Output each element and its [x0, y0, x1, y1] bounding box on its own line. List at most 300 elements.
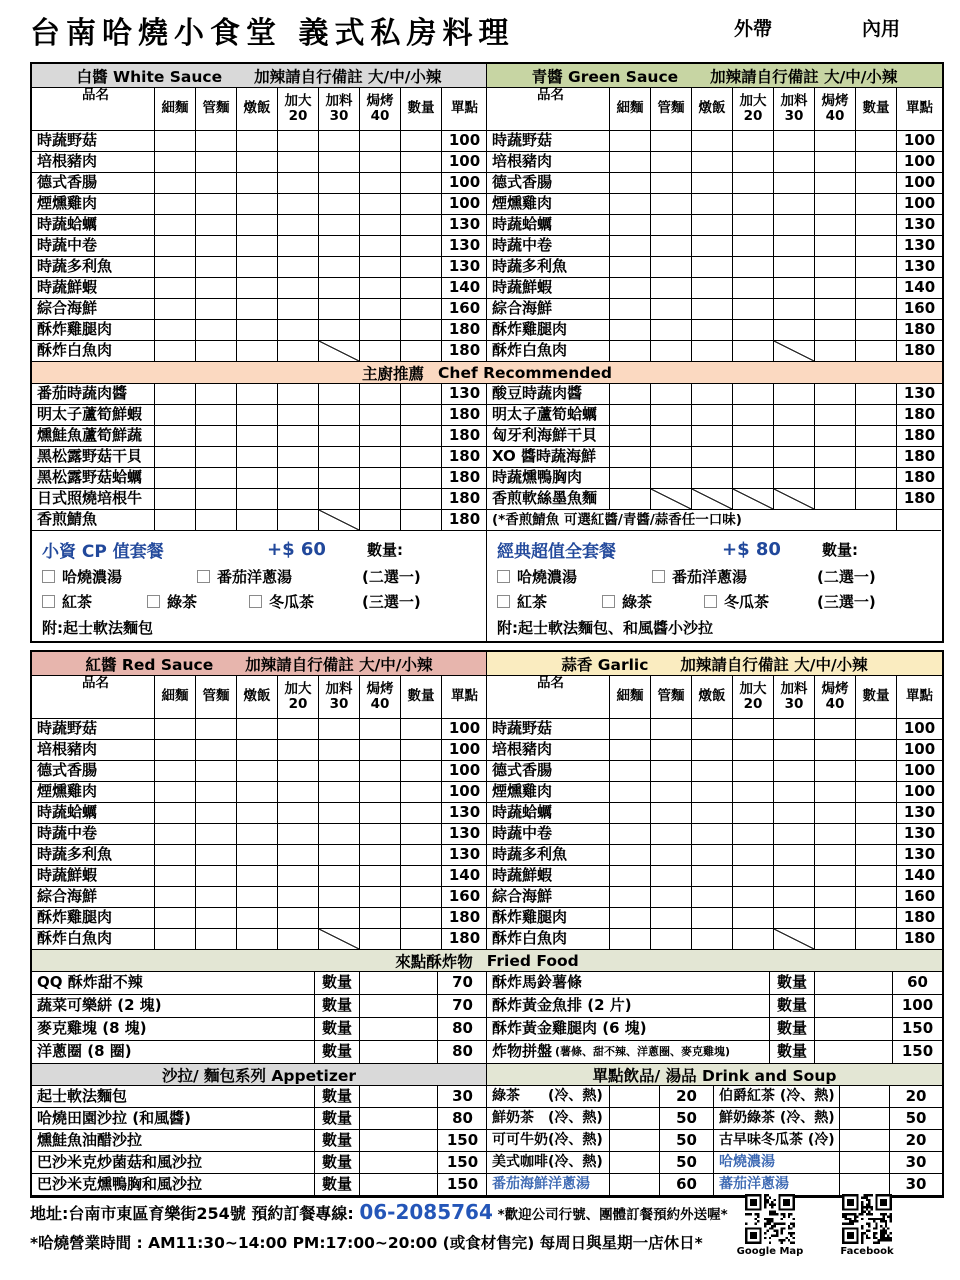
choice-cell[interactable] — [651, 320, 692, 341]
choice-cell[interactable] — [196, 489, 237, 510]
choice-cell[interactable] — [278, 468, 319, 489]
choice-cell[interactable] — [237, 320, 278, 341]
choice-cell[interactable] — [196, 447, 237, 468]
choice-cell[interactable] — [278, 299, 319, 320]
choice-cell[interactable] — [610, 866, 651, 887]
choice-cell[interactable] — [360, 887, 401, 908]
choice-cell[interactable] — [319, 761, 360, 782]
checkbox[interactable] — [147, 595, 160, 608]
choice-cell[interactable] — [815, 803, 856, 824]
choice-cell[interactable] — [196, 215, 237, 236]
choice-cell[interactable] — [815, 173, 856, 194]
choice-cell[interactable] — [774, 384, 815, 405]
choice-cell[interactable] — [319, 194, 360, 215]
choice-cell[interactable] — [610, 278, 651, 299]
choice-cell[interactable] — [319, 740, 360, 761]
choice-cell[interactable] — [360, 426, 401, 447]
choice-cell[interactable] — [196, 887, 237, 908]
choice-cell[interactable] — [651, 908, 692, 929]
choice-cell[interactable] — [610, 152, 651, 173]
qty-input-cell[interactable] — [360, 1152, 438, 1174]
choice-cell[interactable] — [155, 173, 196, 194]
choice-cell[interactable] — [278, 194, 319, 215]
choice-cell[interactable] — [651, 152, 692, 173]
choice-cell[interactable] — [360, 131, 401, 152]
choice-cell[interactable] — [155, 215, 196, 236]
choice-cell[interactable] — [815, 341, 856, 362]
qty-input-cell[interactable] — [401, 236, 442, 257]
choice-cell[interactable] — [692, 468, 733, 489]
choice-cell[interactable] — [692, 131, 733, 152]
choice-cell[interactable] — [774, 866, 815, 887]
choice-cell[interactable] — [610, 447, 651, 468]
qty-input-cell[interactable] — [401, 761, 442, 782]
choice-cell[interactable] — [774, 426, 815, 447]
qty-input-cell[interactable] — [360, 995, 438, 1018]
choice-cell[interactable] — [360, 384, 401, 405]
choice-cell[interactable] — [774, 405, 815, 426]
qty-input-cell[interactable] — [856, 152, 897, 173]
choice-cell[interactable] — [733, 257, 774, 278]
choice-cell[interactable] — [237, 341, 278, 362]
choice-cell[interactable] — [360, 278, 401, 299]
choice-cell[interactable] — [815, 299, 856, 320]
choice-cell[interactable] — [815, 908, 856, 929]
choice-cell[interactable] — [196, 845, 237, 866]
choice-cell[interactable] — [774, 824, 815, 845]
qty-input-cell[interactable] — [401, 341, 442, 362]
choice-cell[interactable] — [278, 426, 319, 447]
choice-cell[interactable] — [155, 236, 196, 257]
qty-input-cell[interactable] — [401, 257, 442, 278]
choice-cell[interactable] — [237, 278, 278, 299]
choice-cell[interactable] — [196, 257, 237, 278]
choice-cell[interactable] — [692, 320, 733, 341]
qty-input-cell[interactable] — [401, 405, 442, 426]
qty-input-cell[interactable] — [856, 447, 897, 468]
qty-input-cell[interactable] — [840, 1174, 890, 1196]
choice-cell[interactable] — [155, 384, 196, 405]
choice-cell[interactable] — [610, 299, 651, 320]
choice-cell[interactable] — [733, 384, 774, 405]
choice-cell[interactable] — [651, 341, 692, 362]
choice-cell[interactable] — [360, 236, 401, 257]
qty-input-cell[interactable] — [401, 803, 442, 824]
choice-cell[interactable] — [610, 173, 651, 194]
choice-cell[interactable] — [319, 215, 360, 236]
choice-cell[interactable] — [651, 782, 692, 803]
choice-cell[interactable] — [610, 489, 651, 510]
choice-cell[interactable] — [278, 173, 319, 194]
qty-input-cell[interactable] — [360, 1086, 438, 1108]
choice-cell[interactable] — [360, 215, 401, 236]
choice-cell[interactable] — [196, 384, 237, 405]
choice-cell[interactable] — [155, 929, 196, 950]
choice-cell[interactable] — [237, 510, 278, 531]
choice-cell[interactable] — [733, 803, 774, 824]
checkbox[interactable] — [497, 570, 510, 583]
choice-cell[interactable] — [278, 278, 319, 299]
choice-cell[interactable] — [278, 215, 319, 236]
choice-cell[interactable] — [733, 866, 774, 887]
choice-cell[interactable] — [651, 447, 692, 468]
qty-input-cell[interactable] — [401, 426, 442, 447]
choice-cell[interactable] — [155, 131, 196, 152]
choice-cell[interactable] — [278, 887, 319, 908]
qty-input-cell[interactable] — [856, 929, 897, 950]
choice-cell[interactable] — [610, 215, 651, 236]
choice-cell[interactable] — [360, 299, 401, 320]
choice-cell[interactable] — [815, 278, 856, 299]
choice-cell[interactable] — [237, 740, 278, 761]
qty-input-cell[interactable] — [360, 972, 438, 995]
choice-cell[interactable] — [278, 782, 319, 803]
choice-cell[interactable] — [155, 740, 196, 761]
choice-cell[interactable] — [815, 131, 856, 152]
choice-cell[interactable] — [651, 845, 692, 866]
choice-cell[interactable] — [774, 236, 815, 257]
choice-cell[interactable] — [196, 173, 237, 194]
choice-cell[interactable] — [733, 236, 774, 257]
qty-input-cell[interactable] — [815, 972, 893, 995]
choice-cell[interactable] — [278, 510, 319, 531]
choice-cell[interactable] — [196, 740, 237, 761]
choice-cell[interactable] — [692, 384, 733, 405]
choice-cell[interactable] — [774, 299, 815, 320]
qty-input-cell[interactable] — [401, 468, 442, 489]
qty-input-cell[interactable] — [401, 299, 442, 320]
choice-cell[interactable] — [733, 152, 774, 173]
choice-cell[interactable] — [610, 468, 651, 489]
choice-cell[interactable] — [360, 194, 401, 215]
choice-cell[interactable] — [155, 468, 196, 489]
choice-cell[interactable] — [155, 194, 196, 215]
choice-cell[interactable] — [319, 299, 360, 320]
qty-input-cell[interactable] — [856, 719, 897, 740]
choice-cell[interactable] — [733, 824, 774, 845]
qty-input-cell[interactable] — [856, 257, 897, 278]
qty-input-cell[interactable] — [401, 173, 442, 194]
choice-cell[interactable] — [319, 405, 360, 426]
choice-cell[interactable] — [360, 719, 401, 740]
choice-cell[interactable] — [196, 908, 237, 929]
choice-cell[interactable] — [692, 887, 733, 908]
choice-cell[interactable] — [692, 278, 733, 299]
choice-cell[interactable] — [815, 384, 856, 405]
choice-cell[interactable] — [692, 173, 733, 194]
choice-cell[interactable] — [360, 908, 401, 929]
choice-cell[interactable] — [155, 426, 196, 447]
choice-cell[interactable] — [360, 510, 401, 531]
choice-cell[interactable] — [733, 908, 774, 929]
choice-cell[interactable] — [237, 803, 278, 824]
qty-input-cell[interactable] — [856, 866, 897, 887]
choice-cell[interactable] — [319, 824, 360, 845]
choice-cell[interactable] — [774, 257, 815, 278]
choice-cell[interactable] — [692, 152, 733, 173]
choice-cell[interactable] — [237, 405, 278, 426]
choice-cell[interactable] — [610, 320, 651, 341]
choice-cell[interactable] — [196, 761, 237, 782]
choice-cell[interactable] — [237, 131, 278, 152]
choice-cell[interactable] — [651, 866, 692, 887]
choice-cell[interactable] — [815, 866, 856, 887]
choice-cell[interactable] — [651, 740, 692, 761]
choice-cell[interactable] — [774, 803, 815, 824]
choice-cell[interactable] — [610, 803, 651, 824]
choice-cell[interactable] — [319, 803, 360, 824]
choice-cell[interactable] — [692, 803, 733, 824]
choice-cell[interactable] — [774, 320, 815, 341]
choice-cell[interactable] — [692, 341, 733, 362]
choice-cell[interactable] — [278, 719, 319, 740]
qty-input-cell[interactable] — [856, 131, 897, 152]
choice-cell[interactable] — [360, 152, 401, 173]
choice-cell[interactable] — [360, 489, 401, 510]
choice-cell[interactable] — [360, 782, 401, 803]
qty-input-cell[interactable] — [401, 740, 442, 761]
choice-cell[interactable] — [651, 194, 692, 215]
choice-cell[interactable] — [610, 782, 651, 803]
qty-input-cell[interactable] — [401, 447, 442, 468]
choice-cell[interactable] — [733, 320, 774, 341]
choice-cell[interactable] — [155, 782, 196, 803]
choice-cell[interactable] — [774, 278, 815, 299]
qty-input-cell[interactable] — [856, 887, 897, 908]
checkbox[interactable] — [704, 595, 717, 608]
choice-cell[interactable] — [278, 236, 319, 257]
choice-cell[interactable] — [815, 215, 856, 236]
choice-cell[interactable] — [815, 761, 856, 782]
choice-cell[interactable] — [319, 468, 360, 489]
qty-input-cell[interactable] — [856, 278, 897, 299]
choice-cell[interactable] — [319, 489, 360, 510]
choice-cell[interactable] — [278, 447, 319, 468]
choice-cell[interactable] — [319, 447, 360, 468]
qty-input-cell[interactable] — [360, 1108, 438, 1130]
choice-cell[interactable] — [651, 887, 692, 908]
choice-cell[interactable] — [774, 215, 815, 236]
choice-cell[interactable] — [278, 803, 319, 824]
qty-input-cell[interactable] — [856, 299, 897, 320]
qty-input-cell[interactable] — [401, 510, 442, 531]
choice-cell[interactable] — [155, 320, 196, 341]
choice-cell[interactable] — [774, 152, 815, 173]
choice-cell[interactable] — [278, 131, 319, 152]
choice-cell[interactable] — [196, 278, 237, 299]
takeout-option[interactable]: 外帶 — [733, 18, 772, 40]
choice-cell[interactable] — [815, 257, 856, 278]
choice-cell[interactable] — [155, 447, 196, 468]
choice-cell[interactable] — [278, 740, 319, 761]
choice-cell[interactable] — [692, 447, 733, 468]
choice-cell[interactable] — [237, 173, 278, 194]
choice-cell[interactable] — [610, 761, 651, 782]
choice-cell[interactable] — [774, 908, 815, 929]
choice-cell[interactable] — [360, 845, 401, 866]
choice-cell[interactable] — [237, 761, 278, 782]
qty-input-cell[interactable] — [610, 1152, 660, 1174]
choice-cell[interactable] — [610, 257, 651, 278]
qty-input-cell[interactable] — [360, 1041, 438, 1064]
choice-cell[interactable] — [319, 866, 360, 887]
choice-cell[interactable] — [610, 908, 651, 929]
choice-cell[interactable] — [651, 236, 692, 257]
choice-cell[interactable] — [155, 719, 196, 740]
choice-cell[interactable] — [360, 824, 401, 845]
qty-input-cell[interactable] — [401, 489, 442, 510]
choice-cell[interactable] — [237, 194, 278, 215]
choice-cell[interactable] — [360, 468, 401, 489]
choice-cell[interactable] — [774, 468, 815, 489]
qty-input-cell[interactable] — [401, 908, 442, 929]
combo-qty-label[interactable]: 數量: — [822, 541, 858, 559]
choice-cell[interactable] — [610, 887, 651, 908]
choice-cell[interactable] — [196, 299, 237, 320]
qty-input-cell[interactable] — [610, 1086, 660, 1108]
choice-cell[interactable] — [196, 320, 237, 341]
qty-input-cell[interactable] — [856, 468, 897, 489]
qty-input-cell[interactable] — [401, 782, 442, 803]
choice-cell[interactable] — [278, 152, 319, 173]
qty-input-cell[interactable] — [610, 1108, 660, 1130]
choice-cell[interactable] — [692, 719, 733, 740]
choice-cell[interactable] — [692, 740, 733, 761]
choice-cell[interactable] — [651, 719, 692, 740]
choice-cell[interactable] — [733, 405, 774, 426]
choice-cell[interactable] — [196, 929, 237, 950]
choice-cell[interactable] — [815, 447, 856, 468]
choice-cell[interactable] — [237, 866, 278, 887]
choice-cell[interactable] — [278, 761, 319, 782]
choice-cell[interactable] — [733, 131, 774, 152]
choice-cell[interactable] — [692, 405, 733, 426]
choice-cell[interactable] — [360, 740, 401, 761]
choice-cell[interactable] — [155, 803, 196, 824]
choice-cell[interactable] — [692, 824, 733, 845]
choice-cell[interactable] — [733, 719, 774, 740]
qty-input-cell[interactable] — [856, 341, 897, 362]
choice-cell[interactable] — [360, 803, 401, 824]
choice-cell[interactable] — [196, 719, 237, 740]
qty-input-cell[interactable] — [815, 1018, 893, 1041]
checkbox[interactable] — [652, 570, 665, 583]
choice-cell[interactable] — [774, 194, 815, 215]
choice-cell[interactable] — [155, 341, 196, 362]
choice-cell[interactable] — [692, 236, 733, 257]
choice-cell[interactable] — [237, 384, 278, 405]
choice-cell[interactable] — [651, 173, 692, 194]
qty-input-cell[interactable] — [401, 194, 442, 215]
choice-cell[interactable] — [815, 152, 856, 173]
choice-cell[interactable] — [319, 782, 360, 803]
choice-cell[interactable] — [319, 845, 360, 866]
qty-input-cell[interactable] — [856, 740, 897, 761]
qty-input-cell[interactable] — [840, 1152, 890, 1174]
qty-input-cell[interactable] — [610, 1130, 660, 1152]
qty-input-cell[interactable] — [856, 405, 897, 426]
choice-cell[interactable] — [360, 320, 401, 341]
choice-cell[interactable] — [278, 405, 319, 426]
qty-input-cell[interactable] — [360, 1174, 438, 1196]
qty-input-cell[interactable] — [401, 866, 442, 887]
choice-cell[interactable] — [610, 131, 651, 152]
choice-cell[interactable] — [196, 236, 237, 257]
choice-cell[interactable] — [319, 908, 360, 929]
choice-cell[interactable] — [610, 384, 651, 405]
qty-input-cell[interactable] — [856, 908, 897, 929]
qty-input-cell[interactable] — [401, 320, 442, 341]
choice-cell[interactable] — [815, 740, 856, 761]
choice-cell[interactable] — [155, 887, 196, 908]
qty-input-cell[interactable] — [401, 215, 442, 236]
choice-cell[interactable] — [774, 173, 815, 194]
qty-input-cell[interactable] — [401, 152, 442, 173]
choice-cell[interactable] — [692, 194, 733, 215]
choice-cell[interactable] — [237, 824, 278, 845]
choice-cell[interactable] — [155, 510, 196, 531]
choice-cell[interactable] — [237, 257, 278, 278]
combo-qty-label[interactable]: 數量: — [367, 541, 403, 559]
choice-cell[interactable] — [815, 194, 856, 215]
checkbox[interactable] — [497, 595, 510, 608]
choice-cell[interactable] — [196, 405, 237, 426]
choice-cell[interactable] — [815, 782, 856, 803]
qty-input-cell[interactable] — [401, 824, 442, 845]
choice-cell[interactable] — [319, 320, 360, 341]
choice-cell[interactable] — [196, 426, 237, 447]
choice-cell[interactable] — [155, 845, 196, 866]
choice-cell[interactable] — [196, 341, 237, 362]
choice-cell[interactable] — [815, 887, 856, 908]
choice-cell[interactable] — [610, 236, 651, 257]
choice-cell[interactable] — [733, 426, 774, 447]
choice-cell[interactable] — [733, 929, 774, 950]
choice-cell[interactable] — [815, 468, 856, 489]
choice-cell[interactable] — [319, 236, 360, 257]
choice-cell[interactable] — [610, 719, 651, 740]
choice-cell[interactable] — [237, 489, 278, 510]
choice-cell[interactable] — [360, 761, 401, 782]
choice-cell[interactable] — [155, 257, 196, 278]
qty-input-cell[interactable] — [856, 426, 897, 447]
choice-cell[interactable] — [733, 215, 774, 236]
choice-cell[interactable] — [278, 489, 319, 510]
choice-cell[interactable] — [360, 341, 401, 362]
checkbox[interactable] — [197, 570, 210, 583]
checkbox[interactable] — [602, 595, 615, 608]
choice-cell[interactable] — [278, 908, 319, 929]
choice-cell[interactable] — [651, 384, 692, 405]
choice-cell[interactable] — [651, 405, 692, 426]
qty-input-cell[interactable] — [360, 1018, 438, 1041]
choice-cell[interactable] — [692, 299, 733, 320]
choice-cell[interactable] — [278, 929, 319, 950]
choice-cell[interactable] — [196, 803, 237, 824]
choice-cell[interactable] — [237, 215, 278, 236]
choice-cell[interactable] — [815, 405, 856, 426]
choice-cell[interactable] — [196, 866, 237, 887]
choice-cell[interactable] — [237, 929, 278, 950]
qty-input-cell[interactable] — [856, 824, 897, 845]
choice-cell[interactable] — [278, 384, 319, 405]
choice-cell[interactable] — [692, 908, 733, 929]
choice-cell[interactable] — [237, 719, 278, 740]
choice-cell[interactable] — [651, 278, 692, 299]
qty-input-cell[interactable] — [401, 845, 442, 866]
choice-cell[interactable] — [196, 131, 237, 152]
choice-cell[interactable] — [610, 929, 651, 950]
